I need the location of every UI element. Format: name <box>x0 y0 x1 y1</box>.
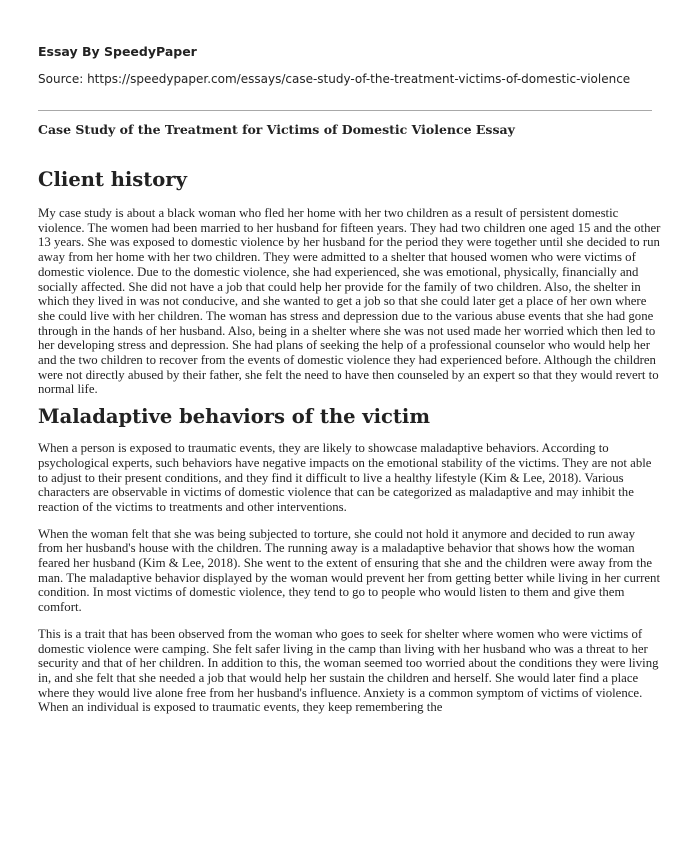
paragraph: When a person is exposed to traumatic events, they are likely to showcase maladaptive behaviors. According to psychological experts, such behaviors have negative impacts on the emotional stability of the victims. They are not able to adjust to their present conditions, and they find it difficult to live a healthy lifestyle (Kim & Lee, 2018). Various characters are observable in victims of domestic violence that can be categorized as maladaptive and may inhibit the reaction of the victims to treatments and other interventions. <box>38 441 652 514</box>
section-heading-maladaptive-behaviors: Maladaptive behaviors of the victim <box>38 405 430 429</box>
essay-title: Case Study of the Treatment for Victims of Domestic Violence Essay <box>38 122 515 137</box>
paragraph: When the woman felt that she was being subjected to torture, she could not hold it anymore and decided to run away from her husband's house with the children. The running away is a maladaptive behavior that shows how the woman feared her husband (Kim & Lee, 2018). She went to the extent of ensuring that she and the children were away from the man. The maladaptive behavior displayed by the woman would prevent her from getting better while living in her current condition. In most victims of domestic violence, they tend to go to people who would listen to them and give them comfort. <box>38 526 661 615</box>
brand-title: Essay By SpeedyPaper <box>38 44 197 59</box>
essay-body <box>38 168 662 715</box>
source-line: Source: https://speedypaper.com/essays/case-study-of-the-treatment-victims-of-domestic-violence <box>38 72 631 86</box>
header-divider <box>38 110 652 111</box>
paragraph: This is a trait that has been observed from the woman who goes to seek for shelter where women who were victims of domestic violence were camping. She felt safer living in the camp than living with her husband who was a threat to her security and that of her children. In addition to this, the woman seemed too worried about the conditions they were living in, and she felt that she needed a job that would help her sustain the children and herself. She would later find a place where they would live alone free from her husband's influence. Anxiety is a common symptom of victims of violence. When an individual is exposed to traumatic events, they keep remembering the <box>38 626 659 715</box>
paragraph: My case study is about a black woman who fled her home with her two children as a result of persistent domestic violence. The women had been married to her husband for fifteen years. They had two children one aged 15 and the other 13 years. She was exposed to domestic violence by her husband for the period they were together until she decided to run away from her home with her two children. They were admitted to a shelter that housed women who were victims of domestic violence. Due to the domestic violence, she had experienced, she was emotional, physically, financially and socially affected. She did not have a job that could help her provide for the family of two children. Also, the shelter in which they lived in was not conducive, and she wanted to get a job so that she could later get a place of her own where she could live with her children. The woman has stress and depression due to the various abuse events that she had gone through in the hands of her husband. Also, being in a shelter where she was not used made her worried which then led to her developing stress and depression. She had plans of seeking the help of a professional counselor who would help her and the two children to recover from the events of domestic violence they had experienced before. Although the children were not directly abused by their father, she felt the need to have then counseled by an expert so that they would revert to normal life. <box>38 206 661 397</box>
section-heading-client-history: Client history <box>38 168 187 191</box>
